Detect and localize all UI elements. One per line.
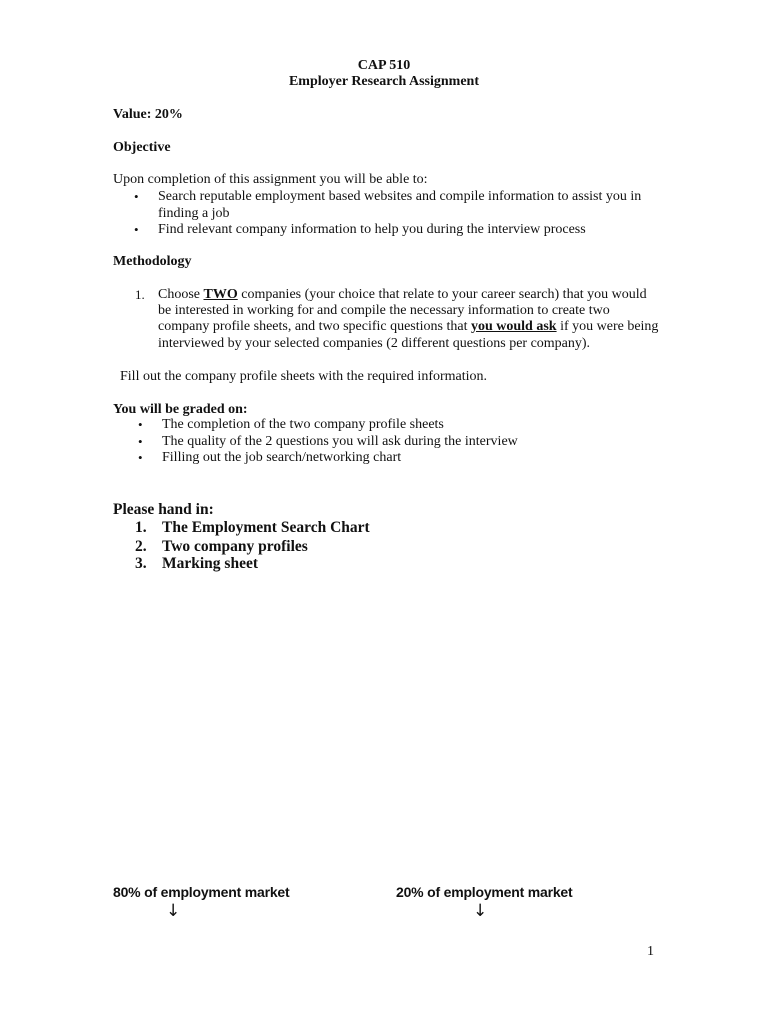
hand-in-item-3: Marking sheet [162,555,259,572]
bullet-dot-icon: • [138,450,143,465]
graded-item-1: The completion of the two company profile sheets [162,417,444,432]
hand-in-number-1: 1. [135,519,147,536]
graded-item-2: The quality of the 2 questions you will ask during the interview [162,434,518,449]
objective-heading: Objective [113,140,171,155]
hand-in-heading: Please hand in: [113,501,214,518]
document-title: Employer Research Assignment [288,74,480,89]
value-line: Value: 20% [113,107,183,122]
arrow-down-icon: ↓ [166,901,181,921]
objective-bullet-2: Find relevant company information to help you during the interview process [158,222,586,237]
methodology-line-3 [158,319,658,335]
arrow-down-icon: ↓ [473,901,488,921]
methodology-line-2: be interested in working for and compile the necessary information to create two [158,303,610,318]
methodology-text: Choose [158,287,204,302]
methodology-text: companies (your choice that relate to your career search) that you would [237,287,647,302]
page-number: 1 [647,944,654,959]
bullet-dot-icon: • [138,434,143,449]
methodology-text: company profile sheets, and two specific questions that [158,319,471,334]
hand-in-item-1: The Employment Search Chart [162,519,370,536]
graded-heading: You will be graded on: [113,402,248,417]
methodology-line-1 [158,287,647,303]
methodology-number: 1. [135,287,145,302]
market-left-label: 80% of employment market [113,884,290,900]
emphasis-you-would-ask: you would ask [470,319,557,334]
bullet-dot-icon: • [134,222,139,237]
emphasis-two: TWO [203,287,238,302]
hand-in-number-2: 2. [135,538,147,555]
course-code: CAP 510 [357,58,411,73]
graded-item-3: Filling out the job search/networking chart [162,450,402,465]
bullet-dot-icon: • [134,189,139,204]
methodology-line-4: interviewed by your selected companies (2 different questions per company). [158,336,591,351]
market-right-label: 20% of employment market [396,884,573,900]
methodology-text: if you were being [556,319,659,334]
bullet-dot-icon: • [138,417,143,432]
methodology-heading: Methodology [113,254,192,269]
objective-bullet-1: Search reputable employment based websites and compile information to assist you in [158,189,642,204]
hand-in-number-3: 3. [135,555,147,572]
hand-in-item-2: Two company profiles [162,538,308,555]
fill-out-instruction: Fill out the company profile sheets with the required information. [120,369,488,384]
objective-intro: Upon completion of this assignment you will be able to: [113,172,428,187]
objective-bullet-1-cont: finding a job [158,206,230,221]
